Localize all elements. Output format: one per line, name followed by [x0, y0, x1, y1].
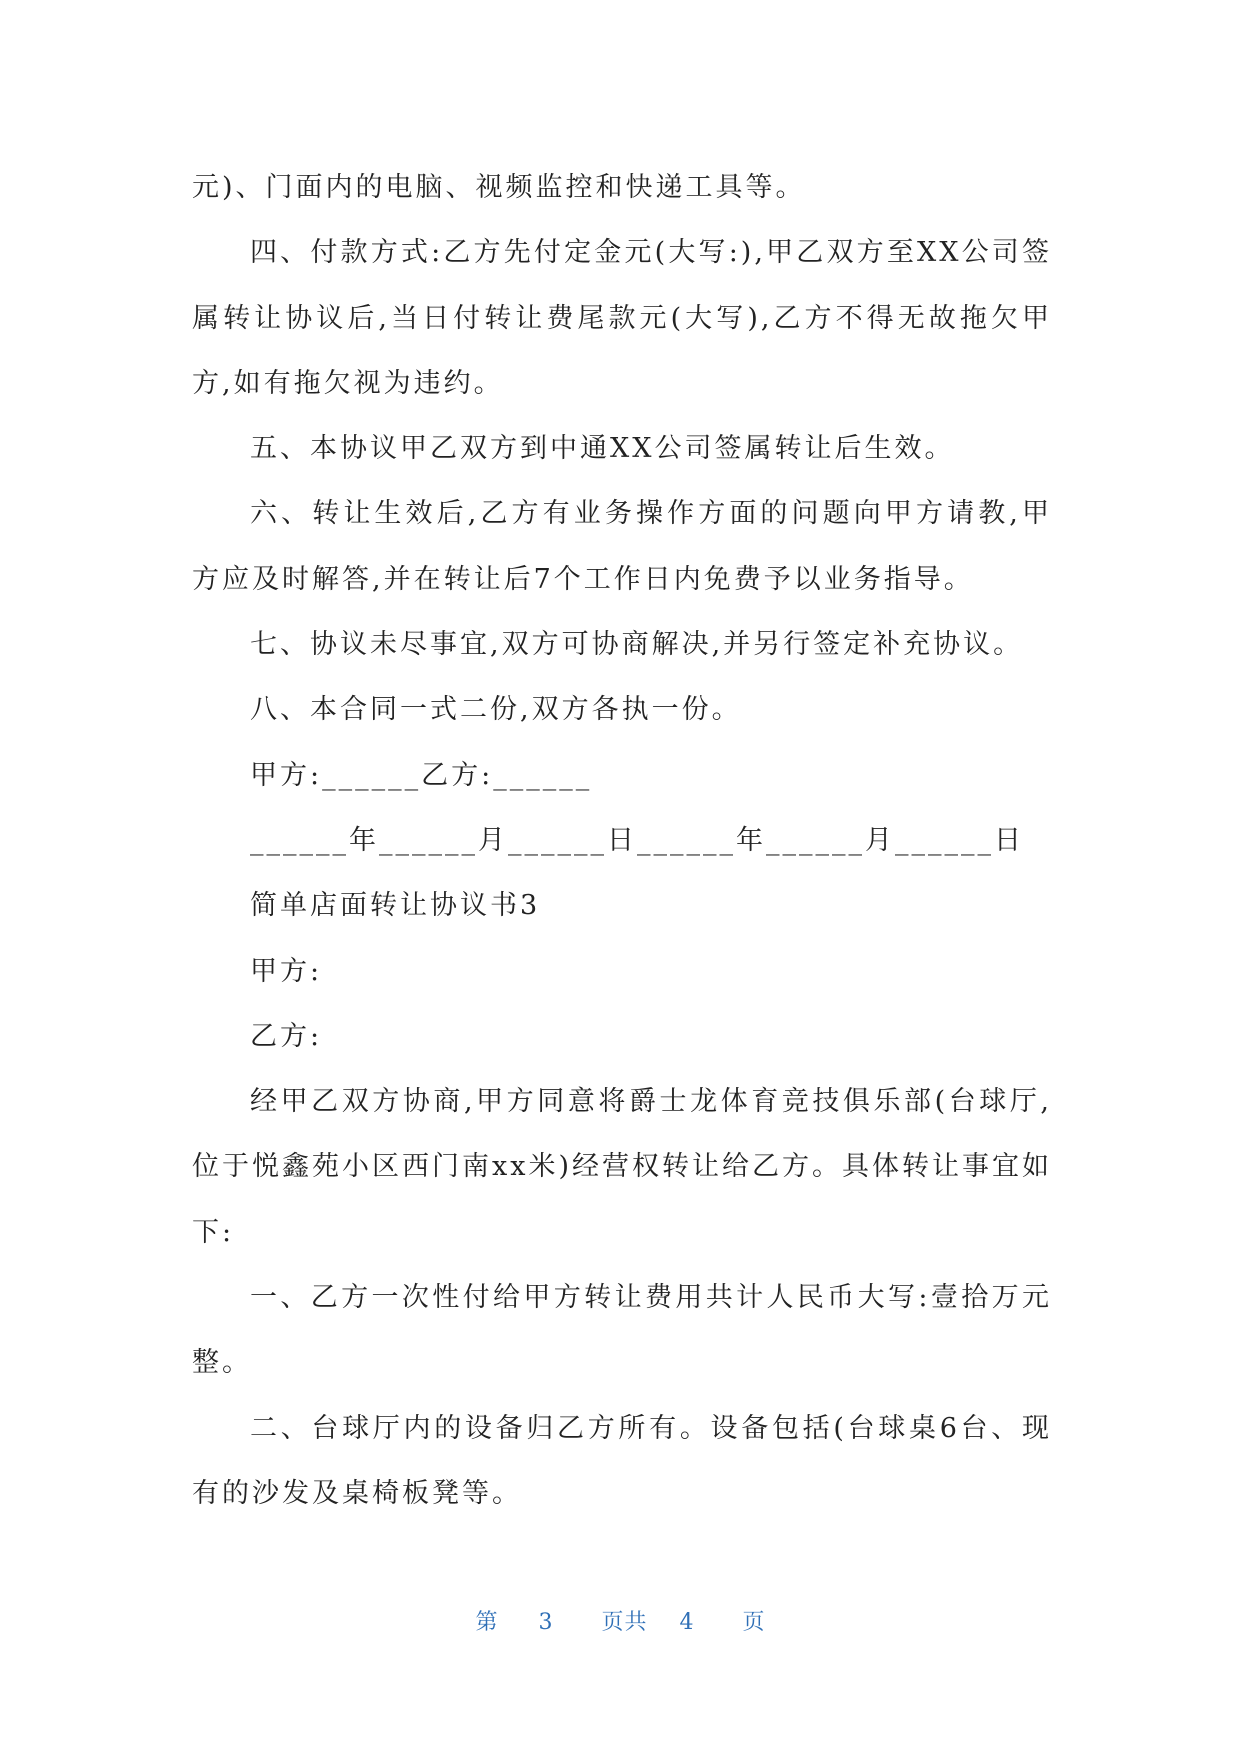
section-title: 简单店面转让协议书3 [250, 890, 541, 922]
paragraph-intro: 经甲乙双方协商,甲方同意将爵士龙体育竞技俱乐部(台球厅,位于悦鑫苑小区西门南xx米)经营权转让给乙方。具体转让事宜如下: [192, 1086, 1052, 1248]
paragraph-clause-2: 二、台球厅内的设备归乙方所有。设备包括(台球桌6台、现有的沙发及桌椅板凳等。 [192, 1412, 1052, 1509]
date-line: ______年______月______日______年______月______日 [250, 824, 1024, 856]
signature-line: 甲方:______乙方:______ [250, 759, 593, 791]
paragraph-clause-1: 一、乙方一次性付给甲方转让费用共计人民币大写:壹拾万元整。 [192, 1282, 1052, 1379]
paragraph-6: 八、本合同一式二份,双方各执一份。 [250, 694, 742, 726]
footer-suffix: 页 [742, 1610, 766, 1635]
page-footer [0, 1605, 1241, 1636]
document-body [192, 155, 1052, 1526]
footer-current-page: 3 [538, 1610, 554, 1635]
party-a-line: 甲方: [250, 955, 323, 987]
paragraph-1: 元)、门面内的电脑、视频监控和快递工具等。 [192, 172, 806, 203]
paragraph-4: 六、转让生效后,乙方有业务操作方面的问题向甲方请教,甲方应及时解答,并在转让后7个工作日内免费予以业务指导。 [192, 498, 1052, 595]
paragraph-2: 四、付款方式:乙方先付定金元(大写:),甲乙双方至XX公司签属转让协议后,当日付转让费尾款元(大写),乙方不得无故拖欠甲方,如有拖欠视为违约。 [192, 237, 1052, 399]
paragraph-5: 七、协议未尽事宜,双方可协商解决,并另行签定补充协议。 [250, 629, 1024, 661]
footer-prefix: 第 [475, 1610, 499, 1635]
party-b-line: 乙方: [250, 1020, 323, 1052]
paragraph-3: 五、本协议甲乙双方到中通XX公司签属转让后生效。 [250, 433, 955, 465]
footer-middle: 页共 [601, 1610, 648, 1635]
footer-total-pages: 4 [679, 1610, 695, 1635]
